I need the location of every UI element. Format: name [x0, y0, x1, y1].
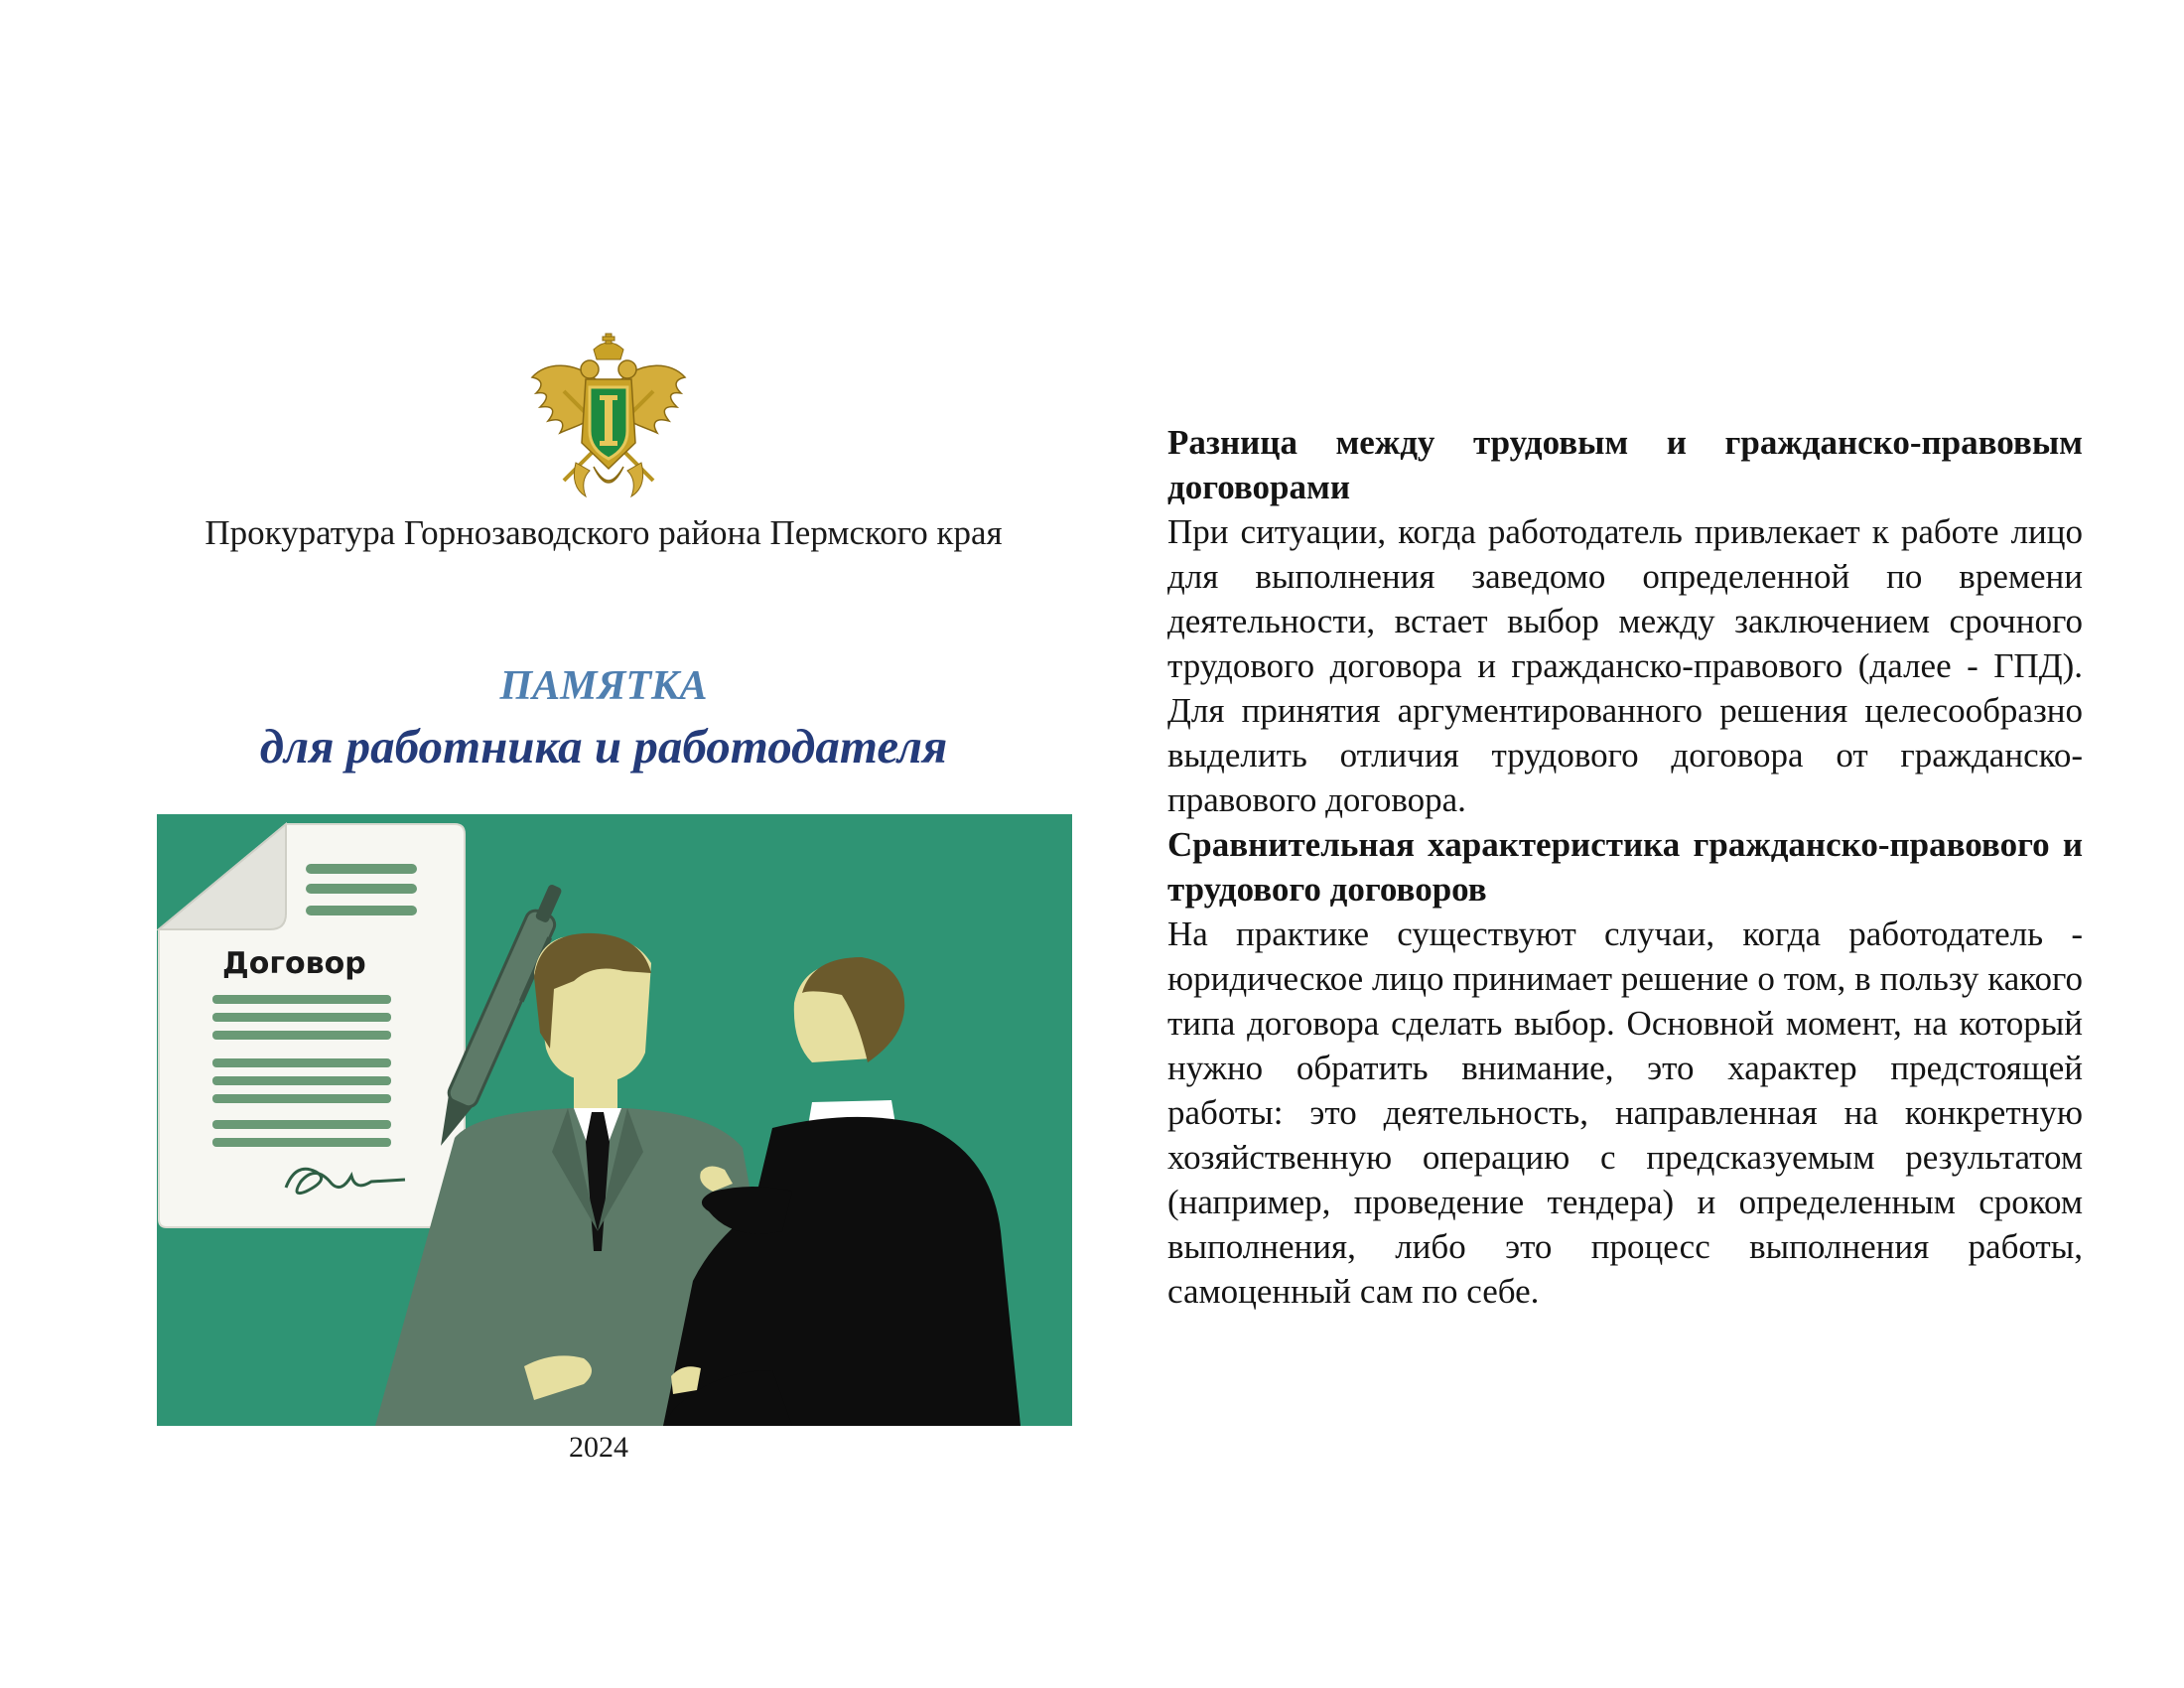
article-paragraph-1: При ситуации, когда работодатель привлекает к работе лицо для выполнения заведомо определенной по времени деятельности, встает выбор между заключением срочного трудового договора и гражданско-правового (далее - ГПД). Для принятия аргументированного решения целесообразно выделить отличия трудового договора от гражданско-правового договора.	[1167, 512, 2083, 819]
prosecutor-office-emblem-icon	[524, 332, 693, 506]
contract-document-label: Договор	[222, 946, 366, 981]
contract-illustration	[157, 814, 1072, 1426]
article-body	[1167, 420, 2083, 1314]
publication-year: 2024	[569, 1431, 628, 1464]
article-heading-1: Разница между трудовым и гражданско-правовым договорами	[1167, 423, 2083, 506]
organization-name: Прокуратура Горнозаводского района Пермского края	[205, 513, 1003, 552]
article-paragraph-2: На практике существуют случаи, когда работодатель - юридическое лицо принимает решение о том, в пользу какого типа договора сделать выбор. Основной момент, на который нужно обратить внимание, это характер предстоящей работы: это деятельность, направленная на конкретную хозяйственную операцию с предсказуемым результатом (например, проведение тендера) и определенным сроком выполнения, либо это процесс выполнения работы, самоценный сам по себе.	[1167, 914, 2083, 1311]
memo-title: ПАМЯТКА	[499, 663, 708, 709]
article-heading-2: Сравнительная характеристика гражданско-правового и трудового договоров	[1167, 825, 2083, 909]
memo-subtitle: для работника и работодателя	[259, 719, 948, 774]
